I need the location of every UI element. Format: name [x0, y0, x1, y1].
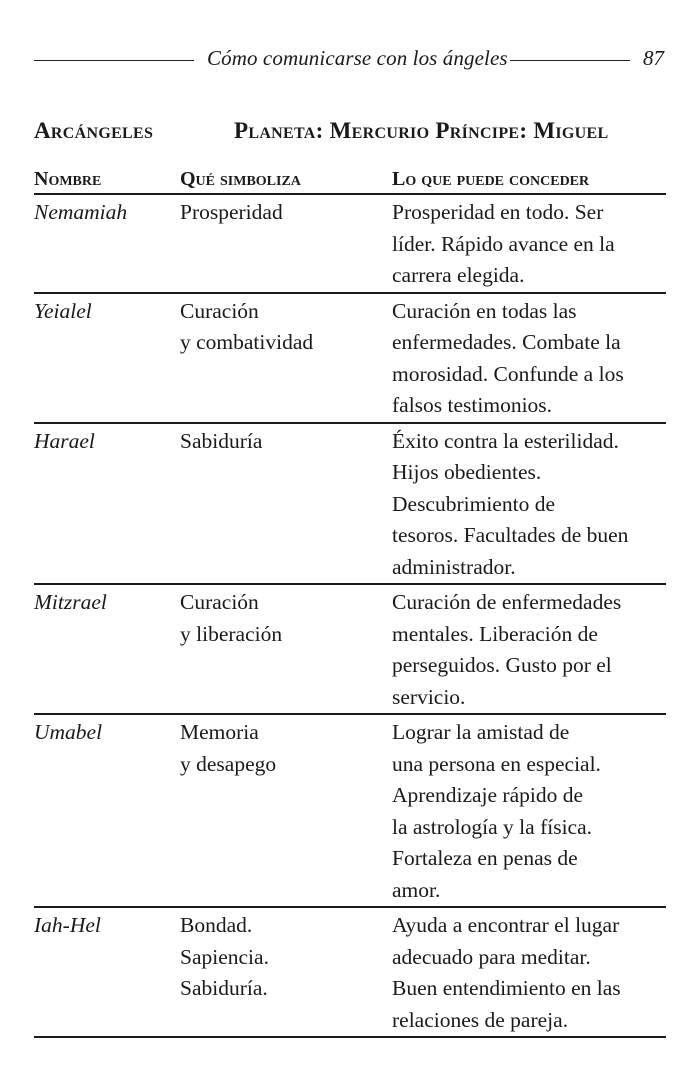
- symbolizes-line: y liberación: [180, 621, 283, 646]
- running-title: Cómo comunicarse con los ángeles: [207, 46, 508, 70]
- table-row: [34, 293, 666, 423]
- table-row: [34, 194, 666, 293]
- table-row: [34, 584, 666, 714]
- column-header-symbolizes: Qué simboliza: [180, 166, 392, 194]
- grants-line: adecuado para meditar.: [392, 944, 591, 969]
- symbolizes-cell: [180, 293, 392, 423]
- grants-line: Fortaleza en penas de: [392, 846, 578, 870]
- angel-name: Mitzrael: [34, 584, 180, 714]
- grants-line: Descubrimiento de: [392, 491, 555, 516]
- grants-line: Prosperidad en todo. Ser: [392, 200, 604, 224]
- table-body: [34, 194, 666, 1037]
- symbolizes-line: Sabiduría.: [180, 976, 268, 1000]
- header-rule-left: [34, 60, 194, 61]
- symbolizes-line: y combatividad: [180, 330, 314, 354]
- symbolizes-cell: [180, 584, 392, 714]
- angel-name: Iah-Hel: [34, 907, 180, 1037]
- grants-line: amor.: [392, 877, 441, 902]
- grants-cell: [392, 714, 666, 907]
- section-heading: [34, 118, 666, 148]
- table-row: [34, 423, 666, 585]
- symbolizes-cell: [180, 423, 392, 585]
- column-header-name: Nombre: [34, 166, 180, 194]
- symbolizes-line: Sapiencia.: [180, 944, 269, 969]
- table-row: [34, 714, 666, 907]
- symbolizes-line: Curación: [180, 298, 259, 323]
- grants-line: mentales. Liberación de: [392, 621, 598, 646]
- grants-line: morosidad. Confunde a los: [392, 361, 624, 386]
- grants-cell: [392, 584, 666, 714]
- table-row: [34, 907, 666, 1037]
- grants-line: líder. Rápido avance en la: [392, 231, 615, 256]
- angel-name: Umabel: [34, 714, 180, 907]
- symbolizes-line: Memoria: [180, 720, 259, 744]
- grants-cell: [392, 293, 666, 423]
- grants-line: carrera elegida.: [392, 263, 525, 287]
- column-header-grants: Lo que puede conceder: [392, 166, 666, 194]
- symbolizes-line: Sabiduría: [180, 428, 263, 453]
- grants-line: administrador.: [392, 554, 516, 579]
- angel-name: Harael: [34, 423, 180, 585]
- grants-line: Ayuda a encontrar el lugar: [392, 913, 620, 937]
- angel-name: Nemamiah: [34, 194, 180, 293]
- symbolizes-cell: [180, 714, 392, 907]
- angel-name: Yeialel: [34, 293, 180, 423]
- grants-line: Curación en todas las: [392, 298, 577, 323]
- planet-prince-heading: Planeta: Mercurio Príncipe: Miguel: [234, 118, 609, 143]
- grants-line: Éxito contra la esterilidad.: [392, 428, 619, 453]
- grants-line: perseguidos. Gusto por el: [392, 653, 612, 677]
- grants-line: Buen entendimiento en las: [392, 976, 621, 1000]
- grants-line: una persona en especial.: [392, 751, 601, 776]
- grants-line: Lograr la amistad de: [392, 720, 570, 744]
- grants-cell: [392, 423, 666, 585]
- symbolizes-line: Prosperidad: [180, 200, 283, 224]
- header-rule-right: [510, 60, 630, 61]
- symbolizes-line: Bondad.: [180, 913, 253, 937]
- grants-line: Aprendizaje rápido de: [392, 783, 584, 807]
- grants-line: Hijos obedientes.: [392, 460, 542, 484]
- page-number: 87: [643, 46, 664, 70]
- table-header-row: [34, 166, 666, 194]
- grants-line: la astrología y la física.: [392, 814, 592, 839]
- grants-line: servicio.: [392, 684, 466, 709]
- grants-line: falsos testimonios.: [392, 393, 553, 417]
- symbolizes-line: y desapego: [180, 751, 277, 776]
- running-header: [34, 46, 666, 74]
- group-heading: Arcángeles: [34, 118, 154, 143]
- grants-line: enfermedades. Combate la: [392, 330, 621, 354]
- grants-line: Curación de enfermedades: [392, 590, 622, 614]
- grants-cell: [392, 907, 666, 1037]
- archangels-table: [34, 166, 666, 1038]
- grants-line: tesoros. Facultades de buen: [392, 523, 629, 547]
- symbolizes-cell: [180, 194, 392, 293]
- symbolizes-line: Curación: [180, 590, 259, 614]
- grants-line: relaciones de pareja.: [392, 1007, 569, 1032]
- grants-cell: [392, 194, 666, 293]
- symbolizes-cell: [180, 907, 392, 1037]
